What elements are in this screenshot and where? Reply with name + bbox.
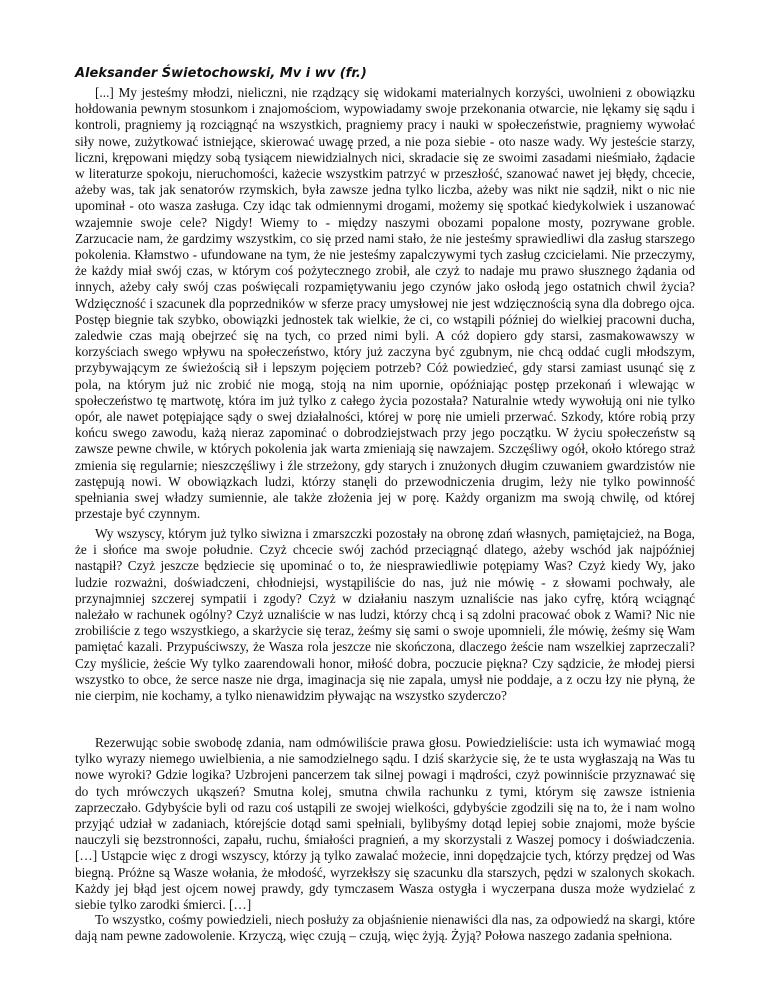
paragraph-4: To wszystko, cośmy powiedzieli, niech posłuży za objaśnienie nienawiści dla nas, za odpowiedź na skargi, które dają nam pewne zadowolenie. Krzyczą, więc czują – czują, więc żyją. Żyją? Połowa naszego zadania spełniona.	[75, 912, 695, 944]
paragraph-3: Rezerwując sobie swobodę zdania, nam odmówiliście prawa głosu. Powiedzieliście: usta ich wymawiać mogą tylko wyrazy niemego uwielbienia, a nie samodzielnego sądu. I dziś skarżycie się, że te usta wygłaszają na Was tu nowe wyroki? Gdzie logika? Uzbrojeni pancerzem tak silnej powagi i mądrości, czyż powinniście przyznawać się do tych mrówczych ukąszeń? Smutna kolej, smutna chwila rachunku z tymi, którym się zawsze istnienia zaprzeczało. Gdybyście byli od razu coś ustąpili ze swojej wielkości, gdybyście zgodzili się na to, że i nam wolno przyjąć udział w zadaniach, którejście dotąd sami spełniali, bylibyśmy dotąd lepiej sobie znajomi, może byście nauczyli się bezstronności, zapału, ruchu, śmiałości pragnień, a my skorzystali z Waszej pomocy i doświadczenia. […] Ustąpcie więc z drogi wszyscy, którzy ją tylko zawalać możecie, inni dopędzajcie tych, którzy prędzej od Was biegną. Próżne są Wasze wołania, że młodość, wyrzekłszy się szacunku dla starszych, pędzi w szalonych skokach. Każdy jej błąd jest ojcem nowej prawdy, gdy tymczasem Wasza ostygła i wyczerpana dusza może wydzielać z siebie tylko zarodki śmierci. […]	[75, 735, 695, 913]
document-heading: Aleksander Świetochowski, Mv i wv (fr.)	[75, 66, 367, 81]
paragraph-2: Wy wszyscy, którym już tylko siwizna i zmarszczki pozostały na obronę zdań własnych, pamiętajcież, na Boga, że i słońce ma swoje południe. Czyż chcecie swój zachód przeciągnąć dlatego, ażeby wschód jak najpóźniej nastąpił? Czyż jeszcze będziecie się upominać o to, że niesprawiedliwie potępiamy Was? Czyż kiedy Wy, jako ludzie rozważni, doświadczeni, chłodniejsi, wystąpiliście do nas, już nie mówię - z słowami pochwały, ale przynajmniej szczerej sympatii i zgody? Czyż w działaniu naszym uznaliście nas jako cyfrę, którą wciągnąć należało w rachunek ogólny? Czyż uznaliście w nas ludzi, którzy chcą i są zdolni pracować obok z Wami? Nic nie zrobiliście z tego wszystkiego, a skarżycie się teraz, żeśmy się sami o swoje upomnieli, źle mówię, żeśmy się Wam pamiętać kazali. Przypuściwszy, że Wasza rola jeszcze nie skończona, dlaczego żeście nam wszelkiej zaprzeczali? Czy myślicie, żeście Wy tylko zaarendowali honor, miłość dobra, poczucie piękna? Czy sądzicie, że młodej piersi wszystko to obce, że serce nasze nie drga, imaginacja się nie zapala, umysł nie poddaje, a z oczu łzy nie płyną, że nie cierpim, nie kochamy, a tylko nienawidzim pływając na wszystko szyderczo?	[75, 526, 695, 704]
paragraph-1: [...] My jesteśmy młodzi, nieliczni, nie rządzący się widokami materialnych korzyści, uwolnieni z obowiązku hołdowania pewnym stosunkom i znajomościom, wypowiadamy swoje przekonania otwarcie, nie lękamy się sądu i kontroli, pragniemy ją rozciągnąć na wszystkich, pragniemy pracy i nauki w społeczeństwie, pragniemy wywołać siły nowe, zużytkować istniejące, skierować uwagę przed, a nie poza siebie - oto nasze wady. Wy jesteście starzy, liczni, krępowani między sobą tysiącem niewidzialnych nici, skradacie się ze swoimi zasadami nieśmiało, żądacie w literaturze spokoju, nieruchomości, każecie wszystkim patrzyć w przeszłość, szanować nawet jej błędy, chcecie, ażeby was, tak jak senatorów rzymskich, była zawsze jedna tylko liczba, ażeby was nikt nie sądził, nikt o nic nie upominał - oto wasza zasługa. Czy idąc tak odmiennymi drogami, możemy się spotkać kiedykolwiek i uszanować wzajemnie swoje cele? Nigdy! Wiemy to - między naszymi obozami popalone mosty, pozrywane groble. Zarzucacie nam, że gardzimy wszystkim, co się przed nami stało, że nie jesteśmy sprawiedliwi dla zasług starszego pokolenia. Kłamstwo - ufundowane na tym, że nie jesteśmy zapalczywymi tych zasług czcicielami. Nie przeczymy, że każdy miał swój czas, w którym coś pożytecznego zrobił, ale czyż to nadaje mu prawo słusznego żądania od innych, ażeby cały swój czas poświęcali rozpamiętywaniu jego czynów jako osłodą jego ostatnich chwil życia? Wdzięczność i szacunek dla poprzedników w sferze pracy umysłowej nie jest wdzięcznością syna dla dobrego ojca. Postęp biegnie tak szybko, obowiązki jednostek tak wielkie, że ci, co wstąpili później do wielkiej pracowni ducha, zaledwie czas mają obejrzeć się na tych, co przed nimi byli. A cóż dopiero gdy starsi, zasmakowawszy w korzyściach swego wpływu na społeczeństwo, który już zaczyna być zgubnym, nie chcą oddać cugli młodszym, przybywającym ze świeżością sił i lepszym pojęciem potrzeb? Cóż powiedzieć, gdy starsi zamiast usunąć się z pola, na którym już nic zrobić nie mogą, stoją na nim upornie, opóźniając postęp przekonań i wlewając w społeczeństwo tę martwotę, która im już tylko z całego życia pozostała? Naturalnie wtedy wywołują oni nie tylko opór, ale nawet potępiające sądy o swej działalności, której w porę nie umieli przerwać. Szkody, które robią przy końcu swego zawodu, każą nieraz zapominać o dobrodziejstwach przy jego początku. W życiu społeczeństw są zawsze pewne chwile, w których pokolenia jak warta zmieniają się nawzajem. Szczęśliwy ogół, około którego straż zmienia się regularnie; nieszczęśliwy i źle strzeżony, gdy starych i znużonych długim czuwaniem gwardzistów nie zastępują nowi. W obowiązkach ludzi, którzy stanęli do przewodniczenia drugim, leży nie tylko powinność spełniania swej władzy sumiennie, ale także złożenia jej w porę. Każdy organizm ma swoją chwilę, od której przestaje być czynnym.	[75, 85, 695, 522]
